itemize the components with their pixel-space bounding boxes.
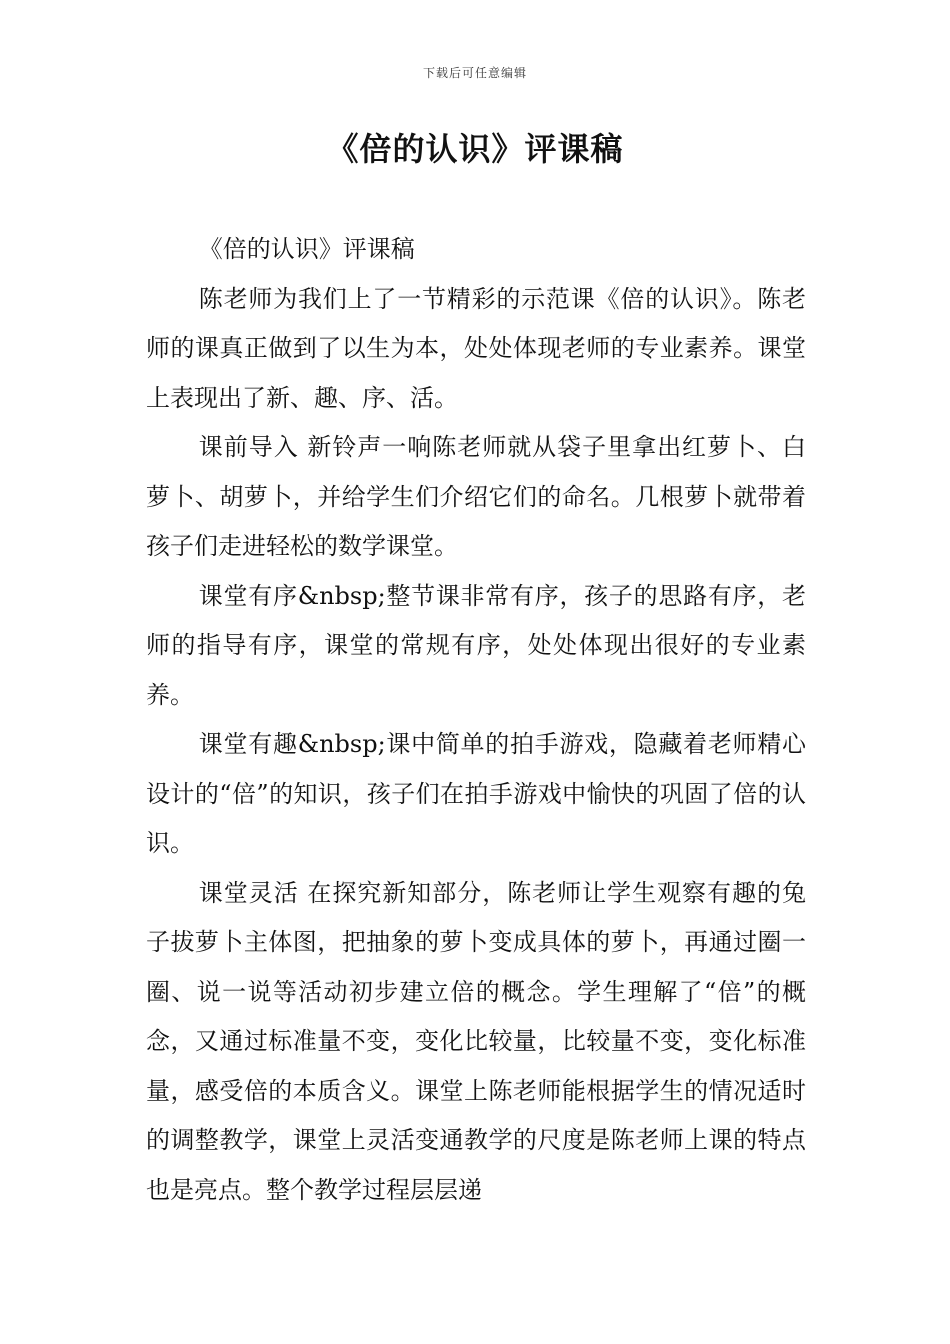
document-title: 《倍的认识》评课稿: [326, 130, 624, 168]
intro-paragraph: 陈老师为我们上了一节精彩的示范课《倍的认识》。陈老师的课真正做到了以生为本，处处体现老师的专业素养。课堂上表现出了新、趣、序、活。: [146, 284, 806, 412]
orderly-paragraph: 课堂有序&nbsp;整节课非常有序，孩子的思路有序，老师的指导有序，课堂的常规有序，处处体现出很好的专业素养。: [146, 581, 806, 709]
lead-in-paragraph: 课前导入 新铃声一响陈老师就从袋子里拿出红萝卜、白萝卜、胡萝卜，并给学生们介绍它们的命名。几根萝卜就带着孩子们走进轻松的数学课堂。: [146, 433, 806, 560]
interesting-paragraph: 课堂有趣&nbsp;课中简单的拍手游戏，隐藏着老师精心设计的“倍”的知识，孩子们在拍手游戏中愉快的巩固了倍的认识。: [146, 730, 806, 857]
document-body: [146, 225, 806, 1215]
flexible-paragraph: 课堂灵活 在探究新知部分，陈老师让学生观察有趣的兔子拔萝卜主体图，把抽象的萝卜变成具体的萝卜，再通过圈一圈、说一说等活动初步建立倍的概念。学生理解了“倍”的概念，又通过标准量不变，变化比较量，比较量不变，变化标准量，感受倍的本质含义。课堂上陈老师能根据学生的情况适时的调整教学，课堂上灵活变通教学的尺度是陈老师上课的特点也是亮点。整个教学过程层层递: [146, 878, 806, 1204]
subtitle-paragraph: 《倍的认识》评课稿: [198, 235, 415, 263]
header-note: 下载后可任意编辑: [422, 66, 527, 80]
